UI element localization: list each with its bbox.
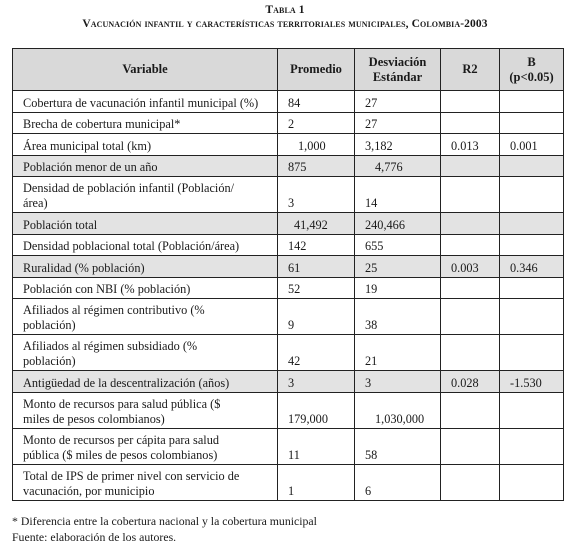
cell-promedio: 1 xyxy=(278,464,355,500)
cell-promedio: 2 xyxy=(278,112,355,134)
cell-variable-line1: Monto de recursos per cápita para salud xyxy=(23,432,219,447)
cell-r2 xyxy=(441,91,500,113)
table-row xyxy=(13,213,564,235)
table-row xyxy=(13,464,564,500)
cell-desviacion: 3,182 xyxy=(355,134,441,156)
cell-variable-line1: Densidad de población infantil (Población/ xyxy=(23,181,235,195)
cell-b xyxy=(500,177,564,213)
cell-desviacion: 27 xyxy=(355,91,441,113)
header-b xyxy=(500,49,564,91)
cell-variable-line2: miles de pesos colombianos) xyxy=(23,411,165,426)
table-title: Vacunación infantil y características territoriales municipales, Colombia-2003 xyxy=(82,18,488,30)
header-variable: Variable xyxy=(13,49,278,91)
header-b-line1: B xyxy=(527,54,536,69)
table-row xyxy=(13,91,564,113)
table-row xyxy=(13,428,564,464)
cell-promedio: 9 xyxy=(278,299,355,335)
cell-variable-line2: área) xyxy=(23,196,48,210)
cell-b xyxy=(500,112,564,134)
cell-r2 xyxy=(441,155,500,177)
cell-desviacion: 1,030,000 xyxy=(355,392,441,428)
cell-desviacion: 38 xyxy=(355,299,441,335)
cell-variable xyxy=(13,392,278,428)
cell-promedio: 142 xyxy=(278,234,355,256)
cell-desviacion: 27 xyxy=(355,112,441,134)
footnote: * Diferencia entre la cobertura nacional y la cobertura municipal xyxy=(12,514,317,528)
cell-variable: Población total xyxy=(13,213,278,235)
cell-promedio: 52 xyxy=(278,277,355,299)
cell-variable: Ruralidad (% población) xyxy=(13,256,278,278)
cell-variable: Población con NBI (% población) xyxy=(13,277,278,299)
data-table xyxy=(12,48,564,501)
cell-promedio: 42 xyxy=(278,335,355,371)
cell-promedio: 3 xyxy=(278,177,355,213)
cell-b: 0.001 xyxy=(500,134,564,156)
cell-variable xyxy=(13,464,278,500)
header-desviacion xyxy=(355,49,441,91)
cell-r2 xyxy=(441,335,500,371)
table-row xyxy=(13,177,564,213)
cell-variable-line2: vacunación, por municipio xyxy=(23,483,155,498)
cell-promedio: 41,492 xyxy=(278,213,355,235)
cell-variable xyxy=(13,428,278,464)
cell-variable: Brecha de cobertura municipal* xyxy=(13,112,278,134)
cell-promedio: 875 xyxy=(278,155,355,177)
cell-r2 xyxy=(441,428,500,464)
source-note: Fuente: elaboración de los autores. xyxy=(12,530,177,544)
header-desviacion-line1: Desviación xyxy=(368,54,427,69)
cell-b xyxy=(500,91,564,113)
table-header-row xyxy=(13,49,564,91)
cell-b xyxy=(500,234,564,256)
cell-variable-line1: Total de IPS de primer nivel con servicio de xyxy=(23,468,240,483)
cell-variable-line1: Afiliados al régimen subsidiado (% xyxy=(23,339,198,353)
cell-b: 0.346 xyxy=(500,256,564,278)
header-desviacion-line2: Estándar xyxy=(372,69,423,84)
table-row xyxy=(13,392,564,428)
cell-promedio: 3 xyxy=(278,371,355,393)
cell-variable-line1: Afiliados al régimen contributivo (% xyxy=(23,303,205,317)
table-row xyxy=(13,256,564,278)
cell-variable-line2: pública ($ miles de pesos colombianos) xyxy=(23,447,218,462)
cell-variable-line1: Monto de recursos para salud pública ($ xyxy=(23,396,221,411)
cell-b: -1.530 xyxy=(500,371,564,393)
cell-variable xyxy=(13,299,278,335)
table-label: Tabla 1 xyxy=(265,4,305,16)
cell-promedio: 61 xyxy=(278,256,355,278)
cell-variable: Área municipal total (km) xyxy=(13,134,278,156)
cell-variable-line2: población) xyxy=(23,354,76,368)
cell-desviacion: 25 xyxy=(355,256,441,278)
cell-b xyxy=(500,335,564,371)
table-row xyxy=(13,335,564,371)
header-b-line2: (p<0.05) xyxy=(509,69,554,84)
cell-desviacion: 21 xyxy=(355,335,441,371)
cell-variable-line2: población) xyxy=(23,318,76,332)
cell-r2 xyxy=(441,177,500,213)
cell-b xyxy=(500,299,564,335)
cell-b xyxy=(500,464,564,500)
cell-r2 xyxy=(441,299,500,335)
cell-r2 xyxy=(441,464,500,500)
cell-variable: Antigüedad de la descentralización (años) xyxy=(13,371,278,393)
table-caption xyxy=(0,3,570,31)
cell-r2 xyxy=(441,213,500,235)
cell-desviacion: 58 xyxy=(355,428,441,464)
cell-r2: 0.013 xyxy=(441,134,500,156)
header-promedio: Promedio xyxy=(278,49,355,91)
cell-b xyxy=(500,277,564,299)
cell-desviacion: 3 xyxy=(355,371,441,393)
cell-variable xyxy=(13,177,278,213)
cell-r2 xyxy=(441,234,500,256)
table-row xyxy=(13,277,564,299)
cell-desviacion: 4,776 xyxy=(355,155,441,177)
table-row xyxy=(13,112,564,134)
cell-variable: Población menor de un año xyxy=(13,155,278,177)
table-row xyxy=(13,155,564,177)
cell-promedio: 11 xyxy=(278,428,355,464)
table-notes xyxy=(12,513,317,545)
cell-variable: Densidad poblacional total (Población/área) xyxy=(13,234,278,256)
table-row xyxy=(13,371,564,393)
header-r2: R2 xyxy=(441,49,500,91)
cell-b xyxy=(500,428,564,464)
cell-desviacion: 240,466 xyxy=(355,213,441,235)
cell-desviacion: 14 xyxy=(355,177,441,213)
cell-variable xyxy=(13,335,278,371)
cell-b xyxy=(500,392,564,428)
table-row xyxy=(13,299,564,335)
cell-r2 xyxy=(441,277,500,299)
cell-variable: Cobertura de vacunación infantil municipal (%) xyxy=(13,91,278,113)
cell-promedio: 84 xyxy=(278,91,355,113)
cell-b xyxy=(500,155,564,177)
table-row xyxy=(13,134,564,156)
cell-r2 xyxy=(441,112,500,134)
cell-b xyxy=(500,213,564,235)
cell-r2: 0.003 xyxy=(441,256,500,278)
cell-desviacion: 655 xyxy=(355,234,441,256)
cell-desviacion: 6 xyxy=(355,464,441,500)
table-row xyxy=(13,234,564,256)
cell-promedio: 179,000 xyxy=(278,392,355,428)
cell-r2: 0.028 xyxy=(441,371,500,393)
cell-promedio: 1,000 xyxy=(278,134,355,156)
cell-desviacion: 19 xyxy=(355,277,441,299)
cell-r2 xyxy=(441,392,500,428)
